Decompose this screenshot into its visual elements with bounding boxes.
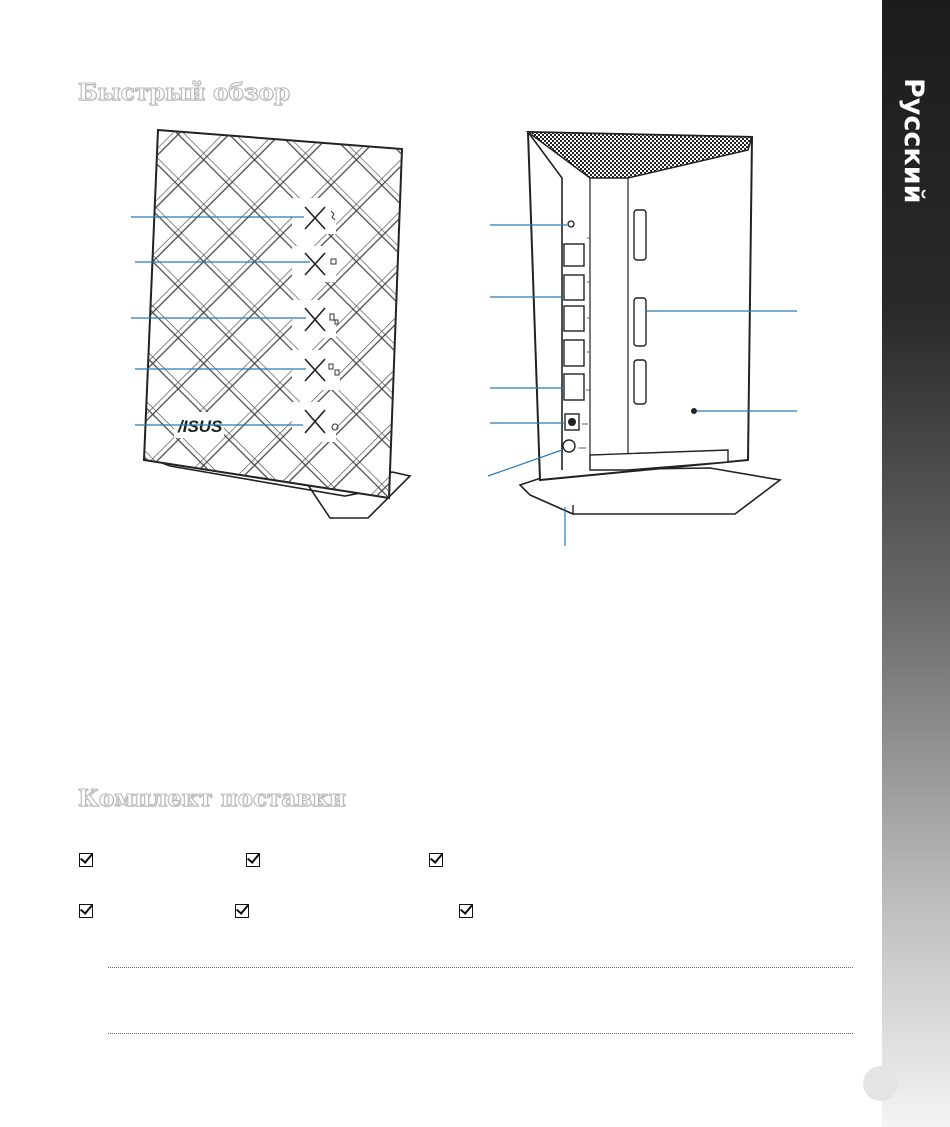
package-contents-heading: Комплект поставки — [78, 785, 346, 812]
router-back-view — [520, 132, 780, 514]
checkbox-checked-icon — [79, 904, 93, 918]
reset-hole — [568, 221, 574, 227]
overview-heading: Быстрый обзор — [78, 79, 290, 106]
router-front-view — [144, 130, 410, 518]
router-diagram — [0, 0, 880, 560]
page-number-circle — [863, 1066, 898, 1101]
checkbox-checked-icon — [429, 853, 443, 867]
checkbox-checked-icon — [235, 904, 249, 918]
checkbox-checked-icon — [79, 853, 93, 867]
back-label-dot — [691, 408, 697, 414]
power-switch — [563, 440, 575, 452]
checkbox-checked-icon — [459, 904, 473, 918]
note-divider-bottom — [108, 1033, 853, 1034]
note-divider-top — [108, 967, 853, 968]
sidebar-language-label: Русский — [898, 78, 929, 204]
asus-logo: /ISUS — [178, 417, 223, 436]
dc-in-port — [568, 418, 576, 426]
checkbox-checked-icon — [246, 853, 260, 867]
